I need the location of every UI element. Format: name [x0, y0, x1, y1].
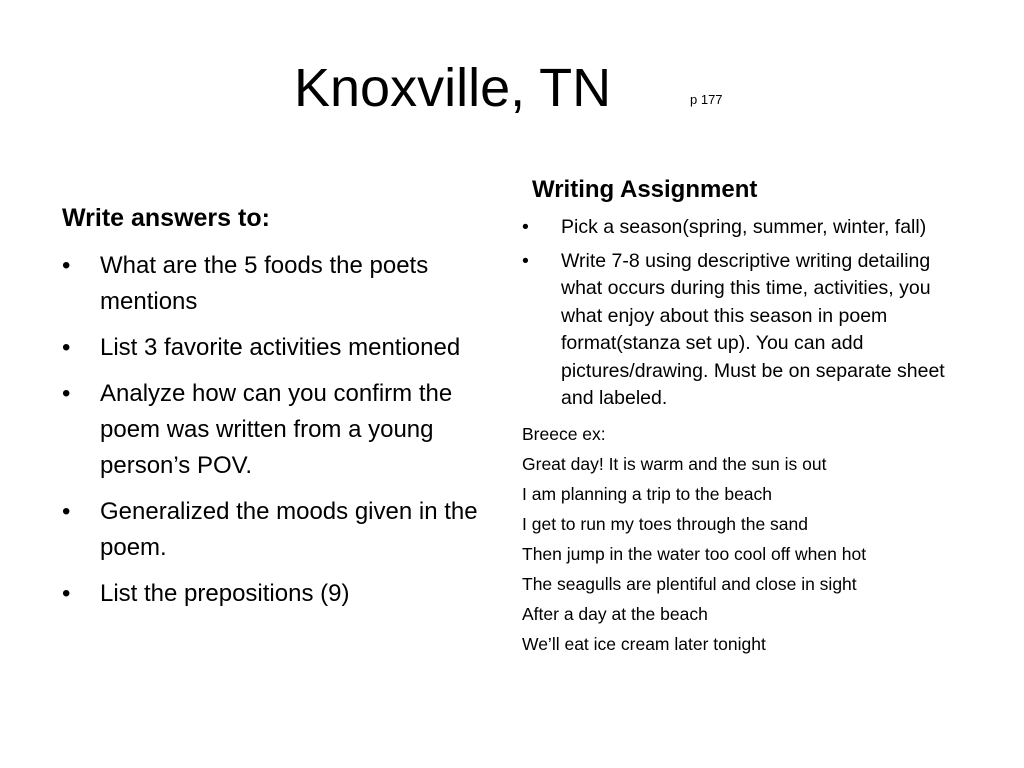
- list-item-text: Write 7-8 using descriptive writing detailing what occurs during this time, activities, you what enjoy about this season in poem format(stanza set up). You can add pictures/drawing. Must be on separate sheet and labeled.: [561, 249, 945, 409]
- example-line: Breece ex:: [522, 423, 606, 444]
- questions-list: [62, 248, 482, 612]
- list-item: [62, 494, 482, 566]
- right-heading: Writing Assignment: [532, 176, 758, 203]
- list-item-text: Generalized the moods given in the poem.: [100, 498, 478, 561]
- bullet-icon: •: [522, 216, 529, 238]
- bullet-icon: •: [62, 252, 71, 279]
- list-item: [522, 248, 962, 413]
- example-line: Great day! It is warm and the sun is out: [522, 453, 827, 474]
- assignment-list: [522, 214, 962, 413]
- bullet-icon: •: [62, 380, 71, 407]
- list-item-text: List 3 favorite activities mentioned: [100, 334, 461, 361]
- example-line: Then jump in the water too cool off when hot: [522, 543, 867, 564]
- bullet-icon: •: [522, 249, 529, 272]
- bullet-icon: •: [62, 498, 71, 525]
- left-heading: Write answers to:: [62, 204, 270, 232]
- page-reference: p 177: [690, 92, 723, 107]
- list-item: [62, 248, 482, 320]
- right-column: [522, 172, 962, 659]
- example-line: The seagulls are plentiful and close in sight: [522, 573, 857, 594]
- list-item-text: Analyze how can you confirm the poem was written from a young person’s POV.: [100, 380, 453, 479]
- list-item-text: What are the 5 foods the poets mentions: [100, 252, 429, 315]
- list-item: [62, 330, 482, 366]
- list-item-text: Pick a season(spring, summer, winter, fall): [561, 216, 927, 238]
- example-line: After a day at the beach: [522, 603, 708, 624]
- example-line: I am planning a trip to the beach: [522, 483, 773, 504]
- left-column: [62, 200, 482, 622]
- slide-title: Knoxville, TN: [294, 58, 612, 118]
- title-row: [0, 56, 1024, 126]
- list-item-text: List the prepositions (9): [100, 580, 350, 607]
- example-line: We’ll eat ice cream later tonight: [522, 633, 766, 654]
- list-item: [62, 376, 482, 484]
- bullet-icon: •: [62, 580, 71, 607]
- list-item: [522, 214, 962, 242]
- example-line: I get to run my toes through the sand: [522, 513, 809, 534]
- list-item: [62, 576, 482, 612]
- example-poem: [522, 419, 962, 659]
- bullet-icon: •: [62, 334, 71, 361]
